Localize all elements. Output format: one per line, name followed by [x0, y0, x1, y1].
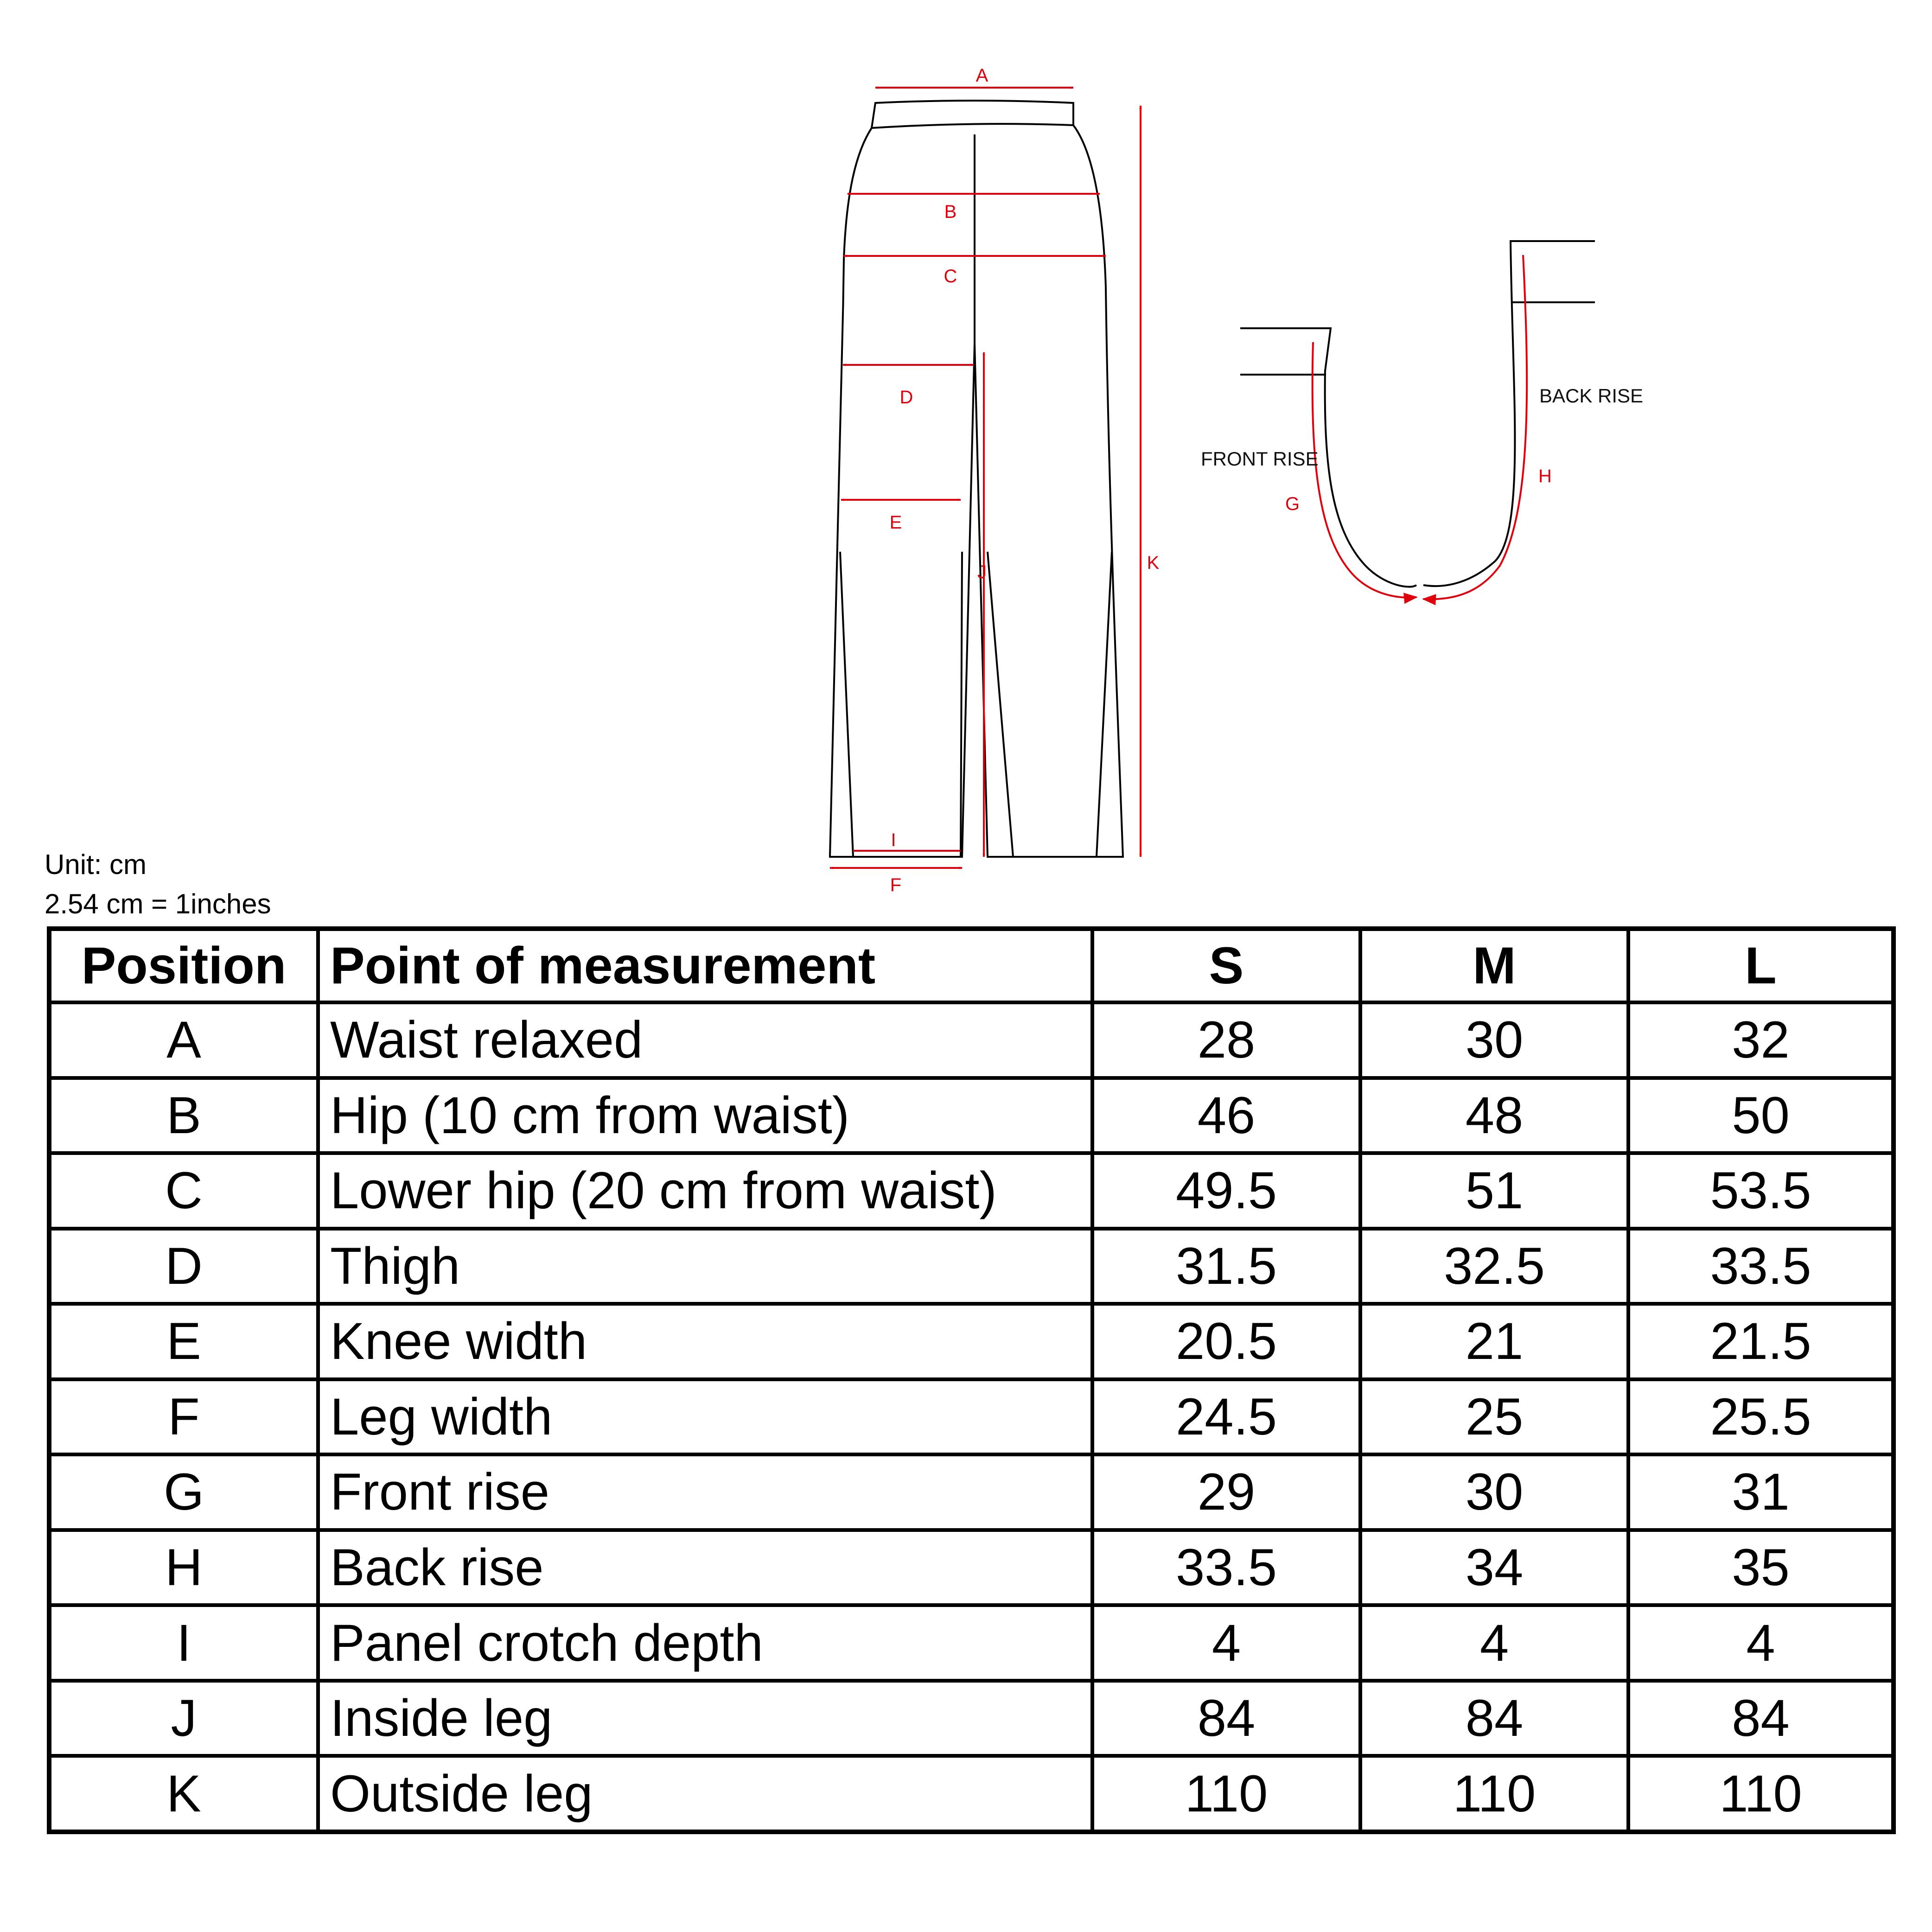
cell-position: K [49, 1756, 318, 1832]
label-k: K [1147, 553, 1160, 573]
cell-position: C [49, 1153, 318, 1229]
cell-size-m: 21 [1360, 1304, 1628, 1379]
table-row [49, 1454, 1894, 1530]
label-d: D [899, 387, 913, 408]
cell-point: Thigh [318, 1229, 1092, 1304]
cell-size-m: 51 [1360, 1153, 1628, 1229]
cell-size-l: 25.5 [1628, 1379, 1894, 1455]
back-rise-letter: H [1538, 466, 1552, 486]
cell-point: Inside leg [318, 1681, 1092, 1756]
cell-size-m: 34 [1360, 1530, 1628, 1606]
header-position: Position [49, 929, 318, 1002]
cell-point: Outside leg [318, 1756, 1092, 1832]
crotch-left-panel [961, 552, 962, 857]
cell-size-l: 33.5 [1628, 1229, 1894, 1304]
cell-size-l: 32 [1628, 1002, 1894, 1078]
label-b: B [944, 202, 957, 222]
cell-position: B [49, 1078, 318, 1154]
cell-size-l: 84 [1628, 1681, 1894, 1756]
pants-diagram [0, 0, 1932, 927]
cell-size-m: 4 [1360, 1605, 1628, 1681]
table-row [49, 1078, 1894, 1154]
cell-size-m: 84 [1360, 1681, 1628, 1756]
table-row [49, 1605, 1894, 1681]
cell-position: J [49, 1681, 318, 1756]
table-row [49, 1304, 1894, 1379]
cell-size-l: 21.5 [1628, 1304, 1894, 1379]
cell-position: F [49, 1379, 318, 1455]
conversion-note: 2.54 cm = 1inches [45, 888, 271, 919]
cell-size-l: 50 [1628, 1078, 1894, 1154]
cell-size-l: 4 [1628, 1605, 1894, 1681]
cell-size-m: 30 [1360, 1454, 1628, 1530]
table-row [49, 1002, 1894, 1078]
label-a: A [976, 65, 988, 86]
label-e: E [889, 512, 902, 533]
rise-diagram [1201, 241, 1643, 599]
pants-outline [830, 101, 1123, 857]
front-rise-letter: G [1285, 494, 1300, 514]
header-point-of-measurement: Point of measurement [318, 929, 1092, 1002]
cell-position: H [49, 1530, 318, 1606]
cell-size-m: 110 [1360, 1756, 1628, 1832]
cell-size-m: 25 [1360, 1379, 1628, 1455]
table-row [49, 1756, 1894, 1832]
cell-size-s: 110 [1092, 1756, 1360, 1832]
header-size-m: M [1360, 929, 1628, 1002]
unit-note: Unit: cm [45, 849, 147, 880]
cell-size-l: 31 [1628, 1454, 1894, 1530]
cell-size-m: 48 [1360, 1078, 1628, 1154]
label-f: F [890, 875, 902, 895]
cell-size-m: 30 [1360, 1002, 1628, 1078]
crotch-right-panel [988, 552, 1013, 857]
table-row [49, 1153, 1894, 1229]
cell-size-s: 46 [1092, 1078, 1360, 1154]
cell-point: Lower hip (20 cm from waist) [318, 1153, 1092, 1229]
cell-position: G [49, 1454, 318, 1530]
back-rise-label: BACK RISE [1539, 385, 1644, 407]
cell-position: E [49, 1304, 318, 1379]
cell-size-s: 29 [1092, 1454, 1360, 1530]
waistband [872, 101, 1073, 128]
cell-position: I [49, 1605, 318, 1681]
cell-size-m: 32.5 [1360, 1229, 1628, 1304]
header-size-s: S [1092, 929, 1360, 1002]
table-header-row [49, 929, 1894, 1002]
cell-point: Waist relaxed [318, 1002, 1092, 1078]
cell-size-s: 84 [1092, 1681, 1360, 1756]
front-rise-label: FRONT RISE [1201, 448, 1319, 470]
cell-position: A [49, 1002, 318, 1078]
cell-point: Knee width [318, 1304, 1092, 1379]
cell-point: Hip (10 cm from waist) [318, 1078, 1092, 1154]
cell-point: Panel crotch depth [318, 1605, 1092, 1681]
cell-size-s: 33.5 [1092, 1530, 1360, 1606]
label-c: C [944, 266, 957, 287]
cell-point: Front rise [318, 1454, 1092, 1530]
table-row [49, 1229, 1894, 1304]
size-chart-table [47, 926, 1896, 1834]
pants-body [830, 125, 1123, 857]
left-leg-panel [840, 552, 853, 857]
cell-size-l: 35 [1628, 1530, 1894, 1606]
label-j: J [977, 562, 987, 582]
rise-outline-inner [1423, 241, 1595, 586]
cell-size-l: 110 [1628, 1756, 1894, 1832]
cell-size-s: 24.5 [1092, 1379, 1360, 1455]
cell-size-s: 31.5 [1092, 1229, 1360, 1304]
cell-size-s: 4 [1092, 1605, 1360, 1681]
right-leg-panel [1097, 552, 1112, 857]
cell-size-s: 49.5 [1092, 1153, 1360, 1229]
cell-point: Leg width [318, 1379, 1092, 1455]
cell-point: Back rise [318, 1530, 1092, 1606]
table-row [49, 1379, 1894, 1455]
label-i: I [891, 830, 896, 850]
table-row [49, 1681, 1894, 1756]
cell-position: D [49, 1229, 318, 1304]
cell-size-s: 28 [1092, 1002, 1360, 1078]
table-row [49, 1530, 1894, 1606]
cell-size-l: 53.5 [1628, 1153, 1894, 1229]
header-size-l: L [1628, 929, 1894, 1002]
cell-size-s: 20.5 [1092, 1304, 1360, 1379]
